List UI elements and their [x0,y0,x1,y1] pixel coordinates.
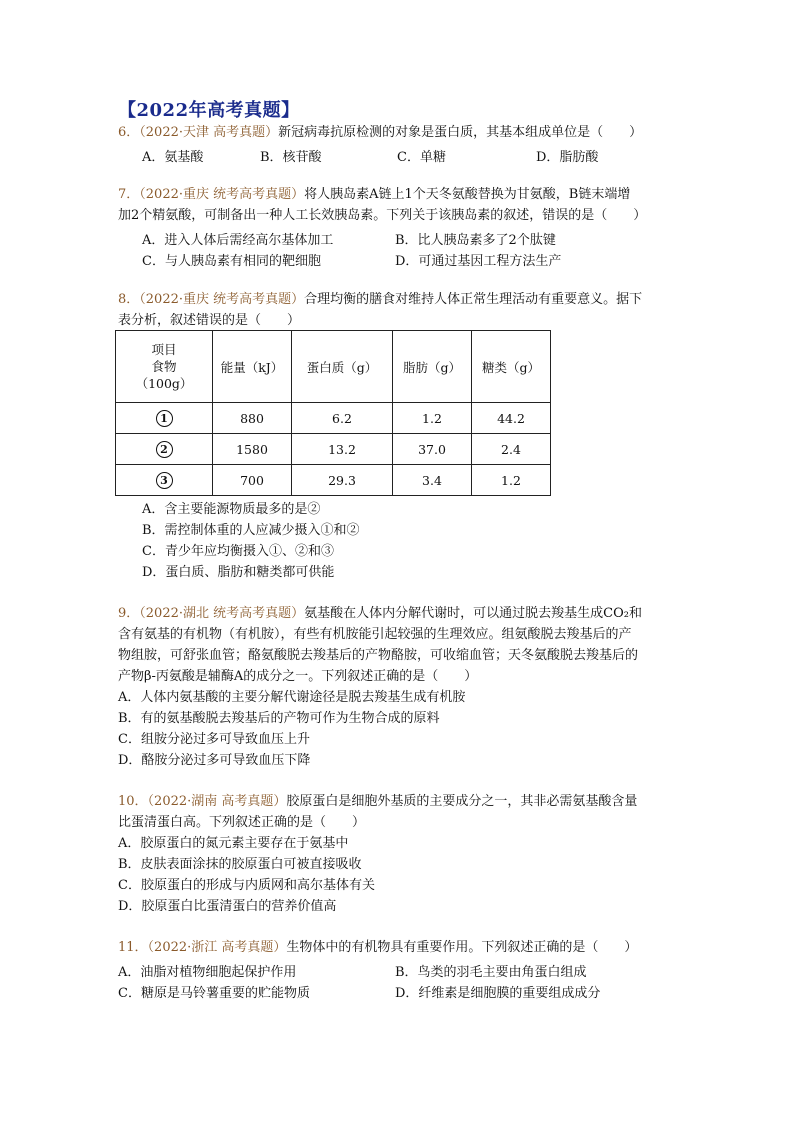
option-c: C．与人胰岛素有相同的靶细胞 [142,254,321,269]
question-text: 产物β-丙氨酸是辅酶A的成分之一。下列叙述正确的是（ ） [118,669,478,684]
option-a: A．含主要能源物质最多的是② [142,502,321,517]
option-a: A．进入人体后需经高尔基体加工 [142,233,334,248]
question-text: 将人胰岛素A链上1个天冬氨酸替换为甘氨酸，B链末端增 [304,187,631,202]
question-text: 比蛋清蛋白高。下列叙述正确的是（ ） [118,815,366,830]
question-number: 11． [118,940,148,955]
question-6-stem [118,124,642,142]
column-header: 脂肪（g） [393,331,472,403]
option-c: C．青少年应均衡摄入①、②和③ [142,544,334,559]
option-b: B．比人胰岛素多了2个肽键 [395,233,556,248]
question-9-stem [118,605,642,623]
table-cell: 880 [213,403,292,434]
option-b: B．需控制体重的人应减少摄入①和② [142,523,360,538]
table-header-row [116,331,551,403]
question-10-stem [118,793,637,811]
question-source: （2022·浙江 高考真题） [147,940,287,955]
option-a: A．人体内氨基酸的主要分解代谢途径是脱去羧基生成有机胺 [118,690,466,705]
option-d: D．纤维素是细胞膜的重要组成成分 [395,986,601,1001]
table-cell: 13.2 [292,434,393,465]
question-text: 氨基酸在人体内分解代谢时，可以通过脱去羧基生成CO₂和 [304,606,642,621]
column-header: 能量（kJ） [213,331,292,403]
table-row [116,434,551,465]
row-label: 3 [116,465,213,496]
option-b: B．核苷酸 [260,150,322,165]
question-number: 8． [118,292,140,307]
table-cell: 3.4 [393,465,472,496]
question-text: 物组胺，可舒张血管；酪氨酸脱去羧基后的产物酪胺，可收缩血管；天冬氨酸脱去羧基后的 [118,648,639,663]
section-title: 【2022年高考真题】 [118,100,300,121]
option-a: A．油脂对植物细胞起保护作用 [118,965,297,980]
table-cell: 2.4 [472,434,551,465]
question-number: 7． [118,187,140,202]
table-row [116,403,551,434]
table-row [116,465,551,496]
question-8-stem [118,291,642,309]
option-b: B．皮肤表面涂抹的胶原蛋白可被直接吸收 [118,857,362,872]
row-label: 2 [116,434,213,465]
table-cell: 37.0 [393,434,472,465]
question-source: （2022·湖南 高考真题） [147,794,287,809]
column-header: 糖类（g） [472,331,551,403]
option-b: B．有的氨基酸脱去羧基后的产物可作为生物合成的原料 [118,711,440,726]
option-d: D．胶原蛋白比蛋清蛋白的营养价值高 [118,899,337,914]
header-corner-cell: 项目 食物 （100g） [116,331,213,403]
question-text: 加2个精氨酸，可制备出一种人工长效胰岛素。下列关于该胰岛素的叙述，错误的是（ ） [118,208,647,223]
food-nutrition-table [115,330,551,496]
question-11-stem [118,939,637,957]
column-header: 蛋白质（g） [292,331,393,403]
question-text: 胶原蛋白是细胞外基质的主要成分之一，其非必需氨基酸含量 [286,794,638,809]
table-cell: 1.2 [472,465,551,496]
question-text: 含有氨基的有机物（有机胺），有些有机胺能引起较强的生理效应。组氨酸脱去羧基后的产 [118,627,632,642]
option-d: D．脂肪酸 [536,150,599,165]
table-cell: 44.2 [472,403,551,434]
table-cell: 29.3 [292,465,393,496]
question-number: 9． [118,606,140,621]
table-cell: 1580 [213,434,292,465]
question-text: 表分析，叙述错误的是（ ） [118,313,301,328]
question-7-stem [118,186,630,204]
question-source: （2022·重庆 统考高考真题） [139,292,305,307]
option-d: D．可通过基因工程方法生产 [395,254,562,269]
option-d: D．蛋白质、脂肪和糖类都可供能 [142,565,335,580]
option-b: B．鸟类的羽毛主要由角蛋白组成 [395,965,587,980]
option-c: C．胶原蛋白的形成与内质网和高尔基体有关 [118,878,375,893]
row-label: 1 [116,403,213,434]
option-c: C．单糖 [397,150,446,165]
question-source: （2022·天津 高考真题） [139,125,279,140]
question-source: （2022·湖北 统考高考真题） [139,606,305,621]
question-text: 新冠病毒抗原检测的对象是蛋白质，其基本组成单位是（ ） [278,125,643,140]
option-c: C．糖原是马铃薯重要的贮能物质 [118,986,310,1001]
table-cell: 6.2 [292,403,393,434]
question-text: 合理均衡的膳食对维持人体正常生理活动有重要意义。据下 [304,292,643,307]
table-cell: 700 [213,465,292,496]
question-number: 6． [118,125,140,140]
question-number: 10． [118,794,148,809]
option-a: A．氨基酸 [142,150,204,165]
option-c: C．组胺分泌过多可导致血压上升 [118,732,310,747]
question-source: （2022·重庆 统考高考真题） [139,187,305,202]
question-text: 生物体中的有机物具有重要作用。下列叙述正确的是（ ） [286,940,638,955]
option-a: A．胶原蛋白的氮元素主要存在于氨基中 [118,836,349,851]
option-d: D．酪胺分泌过多可导致血压下降 [118,753,311,768]
table-cell: 1.2 [393,403,472,434]
